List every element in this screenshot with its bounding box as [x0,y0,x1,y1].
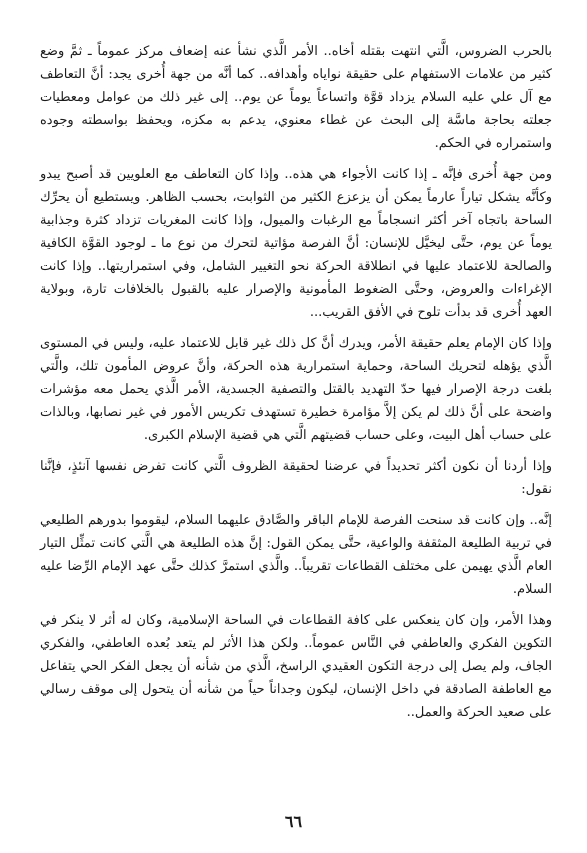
paragraph-6: وهذا الأمر، وإن كان ينعكس على كافة القطاعات في الساحة الإسلامية، وكان له أثر لا ينكر في التكوين الفكري والعاطفي في النَّاس عموماً.. ولكن هذا الأثر لم يتعد بُعده العاطفي، والفكري الجاف، ولم يصل إلى درجة التكون العقيدي الراسخ، الَّذي من شأنه أن يجعل الفكر الحي يتفاعل مع العاطفة الصادقة في داخل الإنسان، ليكون وجداناً حياً من شأنه أن يتحول إلى موقف رسالي على صعيد الحركة والعمل.. [40,613,552,720]
paragraph-1: بالحرب الضروس، الَّتي انتهت بقتله أخاه.. الأمر الَّذي نشأ عنه إضعاف مركز عموماً ـ ثمَّ وضع كثير من علامات الاستفهام على حقيقة نواياه وأهدافه.. كما أنَّه من جهة أُخرى يجد: أنَّ التعاطف مع آل علي عليه السلام يزداد قوَّة واتساعاً يوماً عن يوم.. إلى غير ذلك من عوامل ومعطيات جعلته بحاجة ماسَّة إلى البحث عن غطاء معنوي، يدعم به مكزه، ويحفظ بواسطته وجوده واستمراره في الحكم. [40,44,552,151]
paragraph-5: إنَّه.. وإن كانت قد سنحت الفرصة للإمام الباقر والصَّادق عليهما السلام، ليقوموا بدورهم الطليعي في تربية الطليعة المثقفة والواعية، حتَّى يمكن القول: إنَّ هذه الطليعة هي الَّتي كانت تمثِّل التيار العام الَّذي يهيمن على مختلف القطاعات تقريباً.. والَّذي استمرَّ كذلك حتَّى عهد الإمام الرِّضا عليه السلام. [40,513,552,597]
document-page [40,40,552,724]
page-number: ٦٦ [284,812,303,831]
paragraph-4: وإذا أردنا أن نكون أكثر تحديداً في عرضنا لحقيقة الظروف الَّتي كانت تفرض نفسها آنئذٍ، فإنَّنا نقول: [40,459,552,497]
paragraph-3: وإذا كان الإمام يعلم حقيقة الأمر، ويدرك أنَّ كل ذلك غير قابل للاعتماد عليه، وليس في المستوى الَّذي يؤهله لتحريك الساحة، وحماية استمرارية هذه الحركة، وأنَّ عروض المأمون تلك، والَّتي بلغت درجة الإصرار فيها حدّ التهديد بالقتل والتصفية الجسدية، الأمر الَّذي يحمل معه مؤشرات واضحة على أنَّ ذلك لم يكن إلاَّ مؤامرة خطيرة تستهدف تكريس الأمور في غير نصابها، وبالذات على حساب أهل البيت، وعلى حساب قضيتهم الَّتي هي قضية الإسلام الكبرى. [40,336,552,443]
paragraph-2: ومن جهة أُخرى فإنَّه ـ إذا كانت الأجواء هي هذه.. وإذا كان التعاطف مع العلويين قد أصبح يبدو وكأنَّه يشكل تياراً عارماً يمكن أن يزعزع الكثير من الثوابت، بحسب الظاهر. ويستطيع أن يحرِّك الساحة باتجاه آخر أكثر انسجاماً مع الرغبات والميول، وإذا كانت المغريات تزداد كثرة وجذابية يوماً عن يوم، حتَّى ليخيَّل للإنسان: أنَّ الفرصة مؤاتية لتحرك من نوع ما ـ لوجود القوَّة الكافية والصالحة للاعتماد عليها في انطلاقة الحركة نحو التغيير الشامل، وفي استمراريتها.. وإذا كانت الإغراءات والعروض، وحتَّى الضغوط المأمونية والإصرار عليه بالقبول بالخلافات تارة، وبولاية العهد أُخرى قد بدأت تلوح في الأفق القريب... [40,167,552,320]
